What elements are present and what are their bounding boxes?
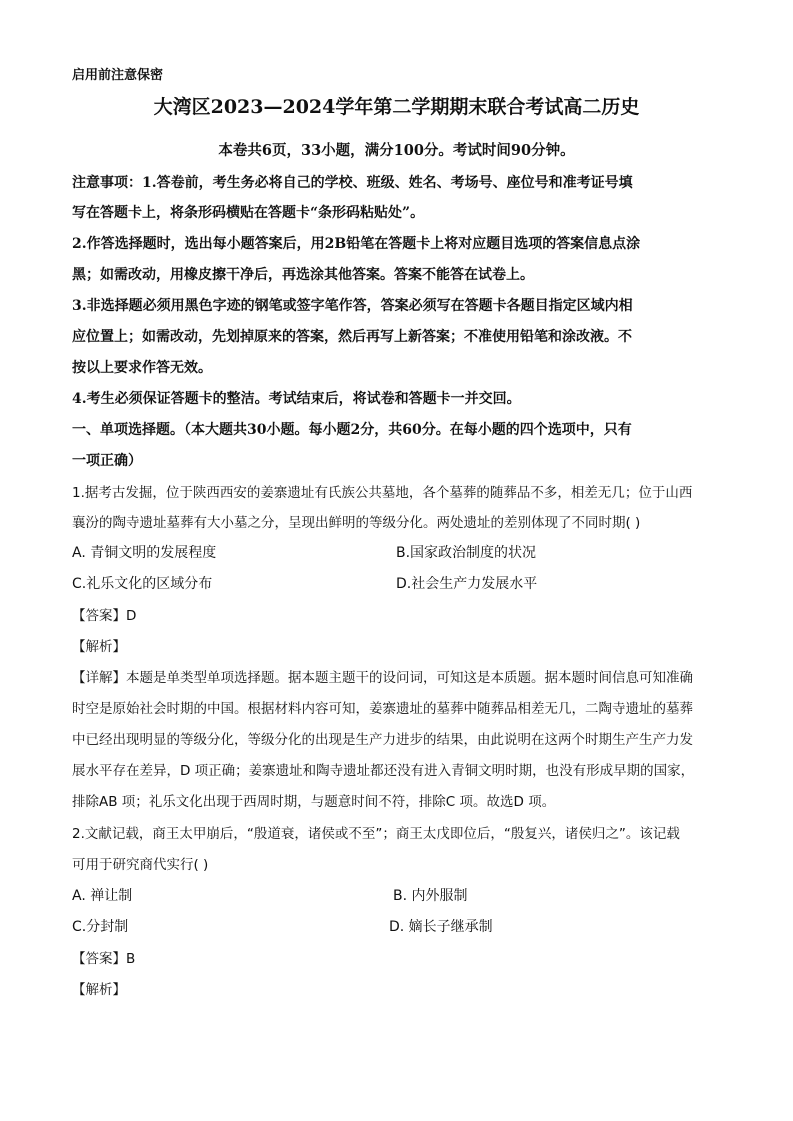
q2-answer: 【答案】B	[72, 951, 136, 967]
q2-option-c: C.分封制	[72, 919, 129, 935]
notes-line-2: 写在答题卡上，将条形码横贴在答题卡“条形码粘贴处”。	[72, 205, 425, 221]
notes-line-6: 应位置上；如需改动，先划掉原来的答案，然后再写上新答案；不准使用铅笔和涂改液。不	[72, 329, 632, 345]
q1-option-c: C.礼乐文化的区域分布	[72, 576, 213, 592]
q1-detail-line-3: 中已经出现明显的等级分化，等级分化的出现是生产力进步的结果，由此说明在这两个时期生产生产力发	[72, 732, 693, 748]
q1-option-a: A. 青铜文明的发展程度	[72, 545, 217, 561]
q2-option-d: D. 嫡长子继承制	[389, 919, 493, 935]
page-title: 大湾区2023—2024学年第二学期期末联合考试高二历史	[153, 96, 640, 118]
q2-option-a: A. 禅让制	[72, 888, 133, 904]
q1-analysis-label: 【解析】	[72, 639, 126, 655]
notes-line-8: 4.考生必须保证答题卡的整洁。考试结束后，将试卷和答题卡一并交回。	[72, 391, 521, 407]
notes-line-1: 注意事项：1.答卷前，考生务必将自己的学校、班级、姓名、考场号、座位号和准考证号填	[72, 175, 633, 191]
q1-stem-line-1: 1.据考古发掘，位于陕西西安的姜寨遗址有氏族公共墓地，各个墓葬的随葬品不多，相差无几；位于山西	[72, 485, 693, 501]
q1-detail-line-2: 时空是原始社会时期的中国。根据材料内容可知，姜寨遗址的墓葬中随葬品相差无几，二陶寺遗址的墓葬	[72, 701, 693, 717]
q2-stem-line-1: 2.文献记载，商王太甲崩后，“殷道衰，诸侯或不至”；商王太戊即位后，“殷复兴，诸侯归之”。该记载	[72, 826, 680, 842]
notes-line-4: 黑；如需改动，用橡皮擦干净后，再选涂其他答案。答案不能答在试卷上。	[72, 267, 534, 283]
q1-answer: 【答案】D	[72, 608, 137, 624]
q1-detail-line-5: 排除AB 项；礼乐文化出现于西周时期，与题意时间不符，排除C 项。故选D 项。	[72, 794, 556, 810]
q2-analysis-label: 【解析】	[72, 982, 126, 998]
notes-line-3: 2.作答选择题时，选出每小题答案后，用2B铅笔在答题卡上将对应题目选项的答案信息点涂	[72, 236, 641, 252]
q2-stem-line-2: 可用于研究商代实行( )	[72, 857, 209, 873]
notes-line-7: 按以上要求作答无效。	[72, 360, 212, 376]
q1-option-b: B.国家政治制度的状况	[396, 545, 537, 561]
section-heading-line-2: 一项正确）	[72, 453, 142, 469]
confidential-notice: 启用前注意保密	[72, 68, 164, 83]
q1-stem-line-2: 襄汾的陶寺遗址墓葬有大小墓之分，呈现出鲜明的等级分化。两处遗址的差别体现了不同时期( )	[72, 515, 641, 531]
section-heading-line-1: 一、单项选择题。（本大题共30小题。每小题2分，共60分。在每小题的四个选项中，只有	[72, 422, 632, 438]
q1-option-d: D.社会生产力发展水平	[396, 576, 538, 592]
q1-detail-line-4: 展水平存在差异，D 项正确；姜寨遗址和陶寺遗址都还没有进入青铜文明时期，也没有形成早期的国家，	[72, 763, 695, 779]
exam-subtitle: 本卷共6页，33小题，满分100分。考试时间90分钟。	[218, 142, 575, 159]
q1-detail-line-1: 【详解】本题是单类型单项选择题。据本题主题干的设问词，可知这是本质题。据本题时间信息可知准确	[72, 670, 693, 686]
q2-option-b: B. 内外服制	[393, 888, 468, 904]
notes-line-5: 3.非选择题必须用黑色字迹的钢笔或签字笔作答，答案必须写在答题卡各题目指定区域内相	[72, 298, 633, 314]
